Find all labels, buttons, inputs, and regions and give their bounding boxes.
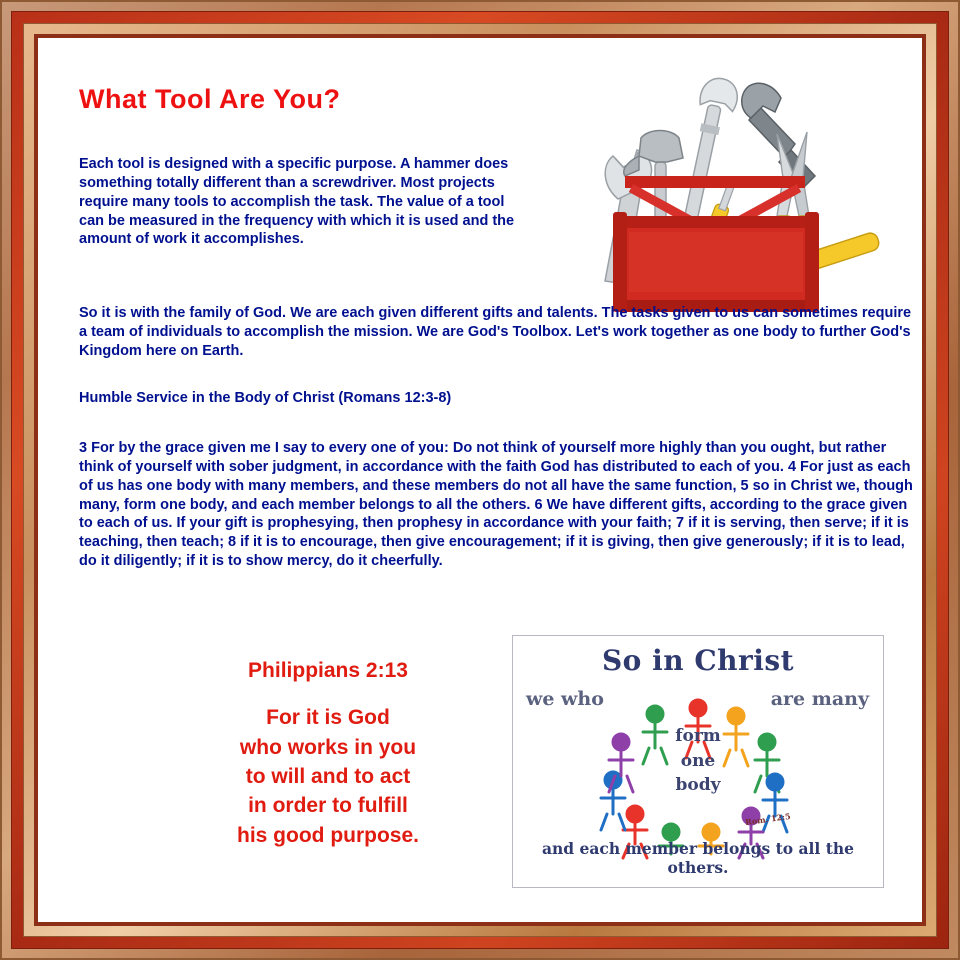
verse-line-4: in order to fulfill [248, 794, 408, 818]
graphic-center-line-2: one [680, 750, 716, 771]
scripture-body: 3 For by the grace given me I say to every one of you: Do not think of yourself more highly than you ought, but rather think of yourself with sober judgment, in accordance with the faith God has distributed to each of you. 4 For just as each of us has one body with many members, and these members do not all have the same function, 5 so in Christ we, though many, form one body, and each member belongs to all the others. 6 We have different gifts, according to the grace given to each of us. If your gift is prophesying, then prophesy in accordance with your faith; 7 if it is serving, then serve; if it is teaching, then teach; 8 if it is to encourage, then give encouragement; if it is giving, then give generously; if it is to lead, do it diligently; if it is to show mercy, do it cheerfully. [79, 440, 913, 570]
graphic-scripture-reference: Rom. 12:5 [744, 810, 792, 828]
graphic-bottom-text: and each member belongs to all the others. [541, 839, 855, 877]
paragraph-family-of-god: So it is with the family of God. We are each given different gifts and talents. The tasks given to us can sometimes require a team of individuals to accomplish the mission. We are God's Toolbox. Let's work together as one body to further God's Kingdom here on Earth. [79, 305, 912, 359]
verse-line-3: to will and to act [245, 764, 411, 788]
decorative-frame-red [11, 11, 949, 949]
paragraph-tool-purpose: Each tool is designed with a specific purpose. A hammer does something totally different than a screwdriver. Most projects require many tools to accomplish the task. The value of a tool can be measured in the frequency with which it is used and the amount of work it accomplishes. [79, 156, 515, 248]
graphic-center-text [513, 724, 883, 798]
decorative-frame-gold [23, 23, 937, 937]
decorative-frame-inner [34, 34, 926, 926]
graphic-center-line-1: form [675, 726, 721, 746]
document-page [38, 38, 922, 922]
verse-line-2: who works in you [239, 735, 417, 759]
verse-block [133, 658, 523, 850]
graphic-right-text: are many [770, 688, 869, 710]
verse-text [133, 703, 523, 850]
verse-line-5: his good purpose. [237, 823, 419, 847]
page-title: What Tool Are You? [79, 84, 341, 114]
red-toolbox-illustration [563, 66, 903, 316]
scripture-heading: Humble Service in the Body of Christ (Romans 12:3-8) [79, 390, 452, 406]
graphic-title: So in Christ [601, 644, 795, 677]
verse-line-1: For it is God [266, 706, 390, 730]
graphic-left-text: we who [526, 688, 604, 710]
verse-reference: Philippians 2:13 [248, 659, 408, 682]
graphic-center-line-3: body [675, 775, 721, 796]
so-in-christ-graphic [512, 635, 884, 888]
